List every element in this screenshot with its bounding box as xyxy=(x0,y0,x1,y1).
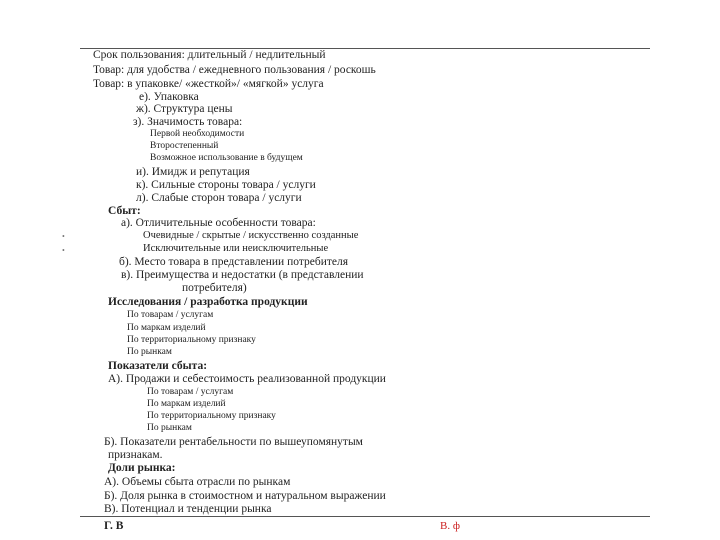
text-line-image: и). Имидж и репутация xyxy=(136,166,250,178)
text-line-usage-period: Срок пользования: длительный / недлительный xyxy=(93,49,326,61)
bottom-rule xyxy=(80,516,650,517)
footer-cut-text-right: В. ф xyxy=(440,520,460,532)
text-line-product-type: Товар: для удобства / ежедневного пользования / роскошь xyxy=(93,64,376,76)
text-line-by-territory: По территориальному признаку xyxy=(127,335,256,345)
text-line-packaging-type: Товар: в упаковке/ «жесткой»/ «мягкой» услуга xyxy=(93,78,324,90)
text-line-by-products: По товарам / услугам xyxy=(127,310,214,320)
text-line-sales-volume: А). Объемы сбыта отрасли по рынкам xyxy=(104,476,291,488)
text-line-potential: В). Потенциал и тенденции рынка xyxy=(104,503,272,515)
text-line-obvious-hidden: Очевидные / скрытые / искусственно созданные xyxy=(143,230,359,241)
text-line-product-place: б). Место товара в представлении потребителя xyxy=(119,256,349,268)
text-line-future-use: Возможное использование в будущем xyxy=(150,153,303,163)
text-line-exclusive: Исключительные или неисключительные xyxy=(143,243,329,254)
section-heading-research: Исследования / разработка продукции xyxy=(108,296,308,308)
text-line-weaknesses: л). Слабые сторон товара / услуги xyxy=(136,192,302,204)
text-line-strengths: к). Сильные стороны товара / услуги xyxy=(136,179,316,191)
text-line-by-brands-2: По маркам изделий xyxy=(147,399,226,409)
text-line-by-products-2: По товарам / услугам xyxy=(147,387,234,397)
text-line-market-share: Б). Доля рынка в стоимостном и натуральном выражении xyxy=(104,490,386,502)
margin-mark: • xyxy=(62,246,65,255)
text-line-by-markets: По рынкам xyxy=(127,347,172,357)
margin-mark: • xyxy=(62,232,65,241)
text-line-by-brands: По маркам изделий xyxy=(127,323,206,333)
text-line-essential: Первой необходимости xyxy=(150,129,245,139)
text-line-significance: з). Значимость товара: xyxy=(133,116,243,128)
section-heading-sales-indicators: Показатели сбыта: xyxy=(108,360,208,372)
text-line-packaging: е). Упаковка xyxy=(139,91,199,103)
text-line-advantages: в). Преимущества и недостатки (в представлении xyxy=(121,269,364,281)
text-line-price-structure: ж). Структура цены xyxy=(136,103,233,115)
text-line-criteria: признакам. xyxy=(108,449,163,461)
text-line-consumer: потребителя) xyxy=(182,282,247,294)
text-line-secondary: Второстепенный xyxy=(150,141,219,151)
text-line-distinctive-features: а). Отличительные особенности товара: xyxy=(121,217,316,229)
text-line-by-markets-2: По рынкам xyxy=(147,423,192,433)
footer-cut-text-left: Г. В xyxy=(104,520,124,532)
text-line-profitability: Б). Показатели рентабельности по вышеупомянутым xyxy=(104,436,363,448)
text-line-sales-cost: А). Продажи и себестоимость реализованной продукции xyxy=(108,373,386,385)
text-line-by-territory-2: По территориальному признаку xyxy=(147,411,276,421)
section-heading-sales: Сбыт: xyxy=(108,205,141,217)
section-heading-market-share: Доли рынка: xyxy=(108,462,176,474)
